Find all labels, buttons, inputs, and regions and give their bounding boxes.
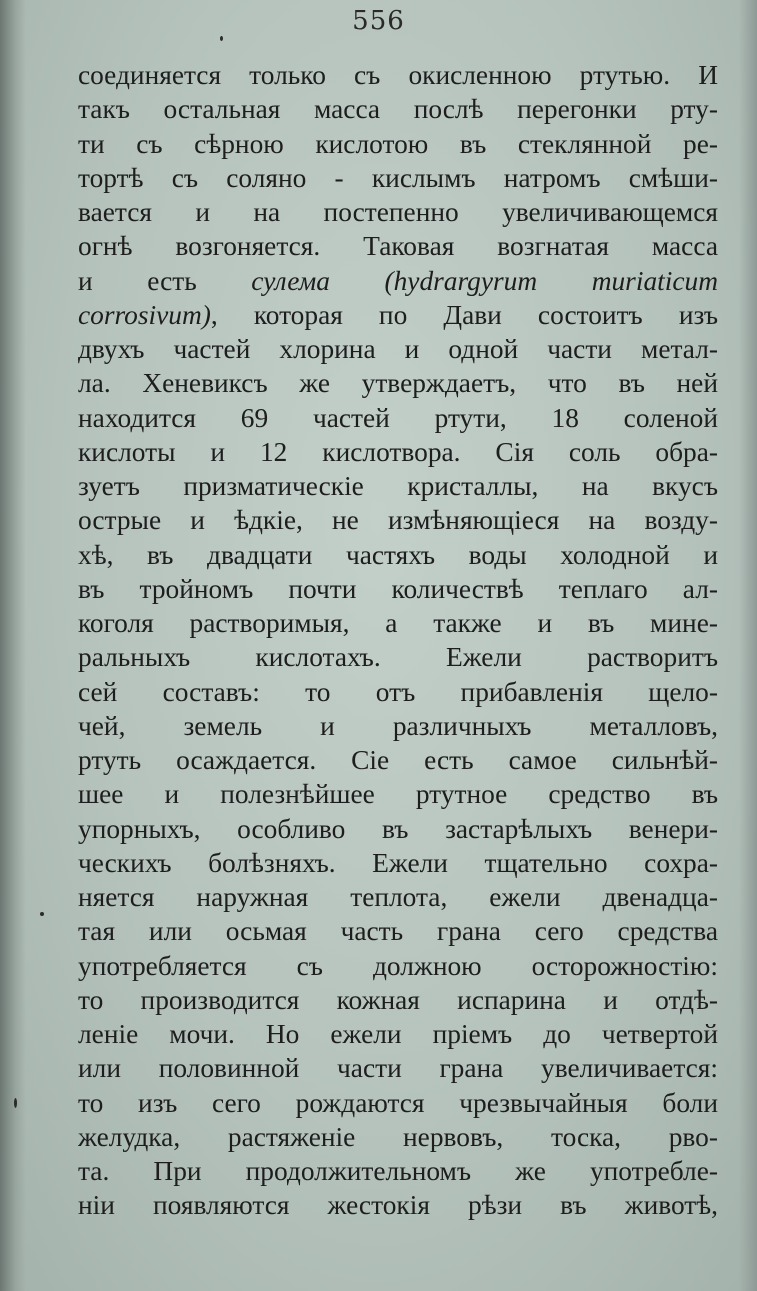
text-run: двухъ частей хлорина и одной части метал- [78, 334, 718, 364]
text-line [78, 332, 718, 366]
text-run: та. При продолжительномъ же употребле- [78, 1156, 718, 1186]
text-line [78, 161, 718, 195]
italic-text-run: corrosivum) [78, 299, 211, 330]
italic-text-run: сулема (hydrargyrum muriaticum [251, 265, 718, 296]
page-edge-right [739, 0, 757, 1291]
text-line [78, 1120, 718, 1154]
text-line [78, 503, 718, 537]
text-run: вается и на постепенно увеличивающемся [78, 197, 718, 227]
text-line [78, 880, 718, 914]
text-run: въ тройномъ почти количествѣ теплаго ал- [78, 573, 718, 604]
text-line [78, 812, 718, 846]
text-line [78, 1188, 718, 1222]
text-run: ніи появляются жестокія рѣзи въ животѣ, [78, 1190, 718, 1221]
text-line [78, 195, 718, 229]
text-run: сей составъ: то отъ прибавленія щело- [78, 676, 718, 707]
text-line [78, 366, 718, 400]
text-run: огнѣ возгоняется. Таковая возгнатая масса [78, 231, 718, 262]
text-line [78, 58, 718, 92]
text-run: тая или осьмая часть грана сего средства [78, 916, 718, 947]
text-line [78, 640, 718, 674]
text-line [78, 127, 718, 161]
text-line [78, 229, 718, 263]
text-line [78, 743, 718, 777]
text-run: ческихъ болѣзняхъ. Ежели тщательно сохра- [78, 847, 718, 878]
text-run: то производится кожная испарина и отдѣ- [78, 984, 718, 1015]
text-line [78, 914, 718, 948]
text-run: упорныхъ, особливо въ застарѣлыхъ венери- [78, 813, 718, 844]
text-run: , которая по Дави состоитъ изъ [210, 299, 718, 330]
text-run: ральныхъ кислотахъ. Ежели растворитъ [78, 642, 718, 673]
text-line [78, 1017, 718, 1051]
text-line [78, 538, 718, 572]
text-run: ла. Хеневиксъ же утверждаетъ, что въ ней [78, 368, 718, 399]
ink-speck [220, 36, 223, 41]
text-run: коголя растворимыя, а также и въ мине- [78, 608, 718, 638]
text-line [78, 675, 718, 709]
text-line [78, 1086, 718, 1120]
text-run: желудка, растяженіе нервовъ, тоска, рво- [78, 1121, 718, 1152]
text-line [78, 606, 718, 640]
text-run: ртуть осаждается. Сіе есть самое сильнѣй- [78, 745, 718, 775]
text-line [78, 709, 718, 743]
text-run: леніе мочи. Но ежели пріемъ до четвертой [78, 1019, 718, 1049]
text-line [78, 435, 718, 469]
text-run: хѣ, въ двадцати частяхъ воды холодной и [78, 539, 718, 570]
text-run: няется наружная теплота, ежели двенадца- [78, 882, 718, 912]
text-run: то изъ сего рождаются чрезвычайныя боли [78, 1087, 718, 1118]
text-line [78, 983, 718, 1017]
text-run: острые и ѣдкіе, не измѣняющіеся на возду- [78, 505, 718, 536]
text-line [78, 949, 718, 983]
text-run: чей, земель и различныхъ металловъ, [78, 710, 718, 741]
text-run: и есть [78, 265, 252, 296]
text-run: шее и полезнѣйшее ртутное средство въ [78, 779, 718, 810]
text-line [78, 469, 718, 503]
text-line [78, 401, 718, 435]
text-line [78, 572, 718, 606]
body-text [78, 58, 718, 1223]
text-line [78, 777, 718, 811]
text-run: соединяется только съ окисленною ртутью. И [78, 60, 718, 90]
text-line [78, 92, 718, 126]
text-run: кислоты и 12 кислотвора. Сія соль обра- [78, 436, 718, 467]
text-run: зуетъ призматическіе кристаллы, на вкусъ [78, 471, 718, 501]
text-run: или половинной части грана увеличивается: [78, 1053, 718, 1084]
text-run: находится 69 частей ртути, 18 соленой [78, 402, 718, 433]
ink-speck [14, 1098, 17, 1108]
text-line [78, 264, 718, 298]
text-run: такъ остальная масса послѣ перегонки рту- [78, 94, 718, 125]
text-run: ти съ сѣрною кислотою въ стеклянной ре- [78, 128, 718, 159]
ink-speck [40, 912, 44, 916]
binding-shadow-left [0, 0, 26, 1291]
text-line [78, 1154, 718, 1188]
text-line [78, 298, 718, 332]
page-number: 556 [352, 6, 405, 36]
text-line [78, 846, 718, 880]
text-run: употребляется съ должною осторожностію: [78, 950, 718, 981]
text-line [78, 1051, 718, 1085]
text-run: тортѣ съ соляно - кислымъ натромъ смѣши- [78, 162, 718, 193]
